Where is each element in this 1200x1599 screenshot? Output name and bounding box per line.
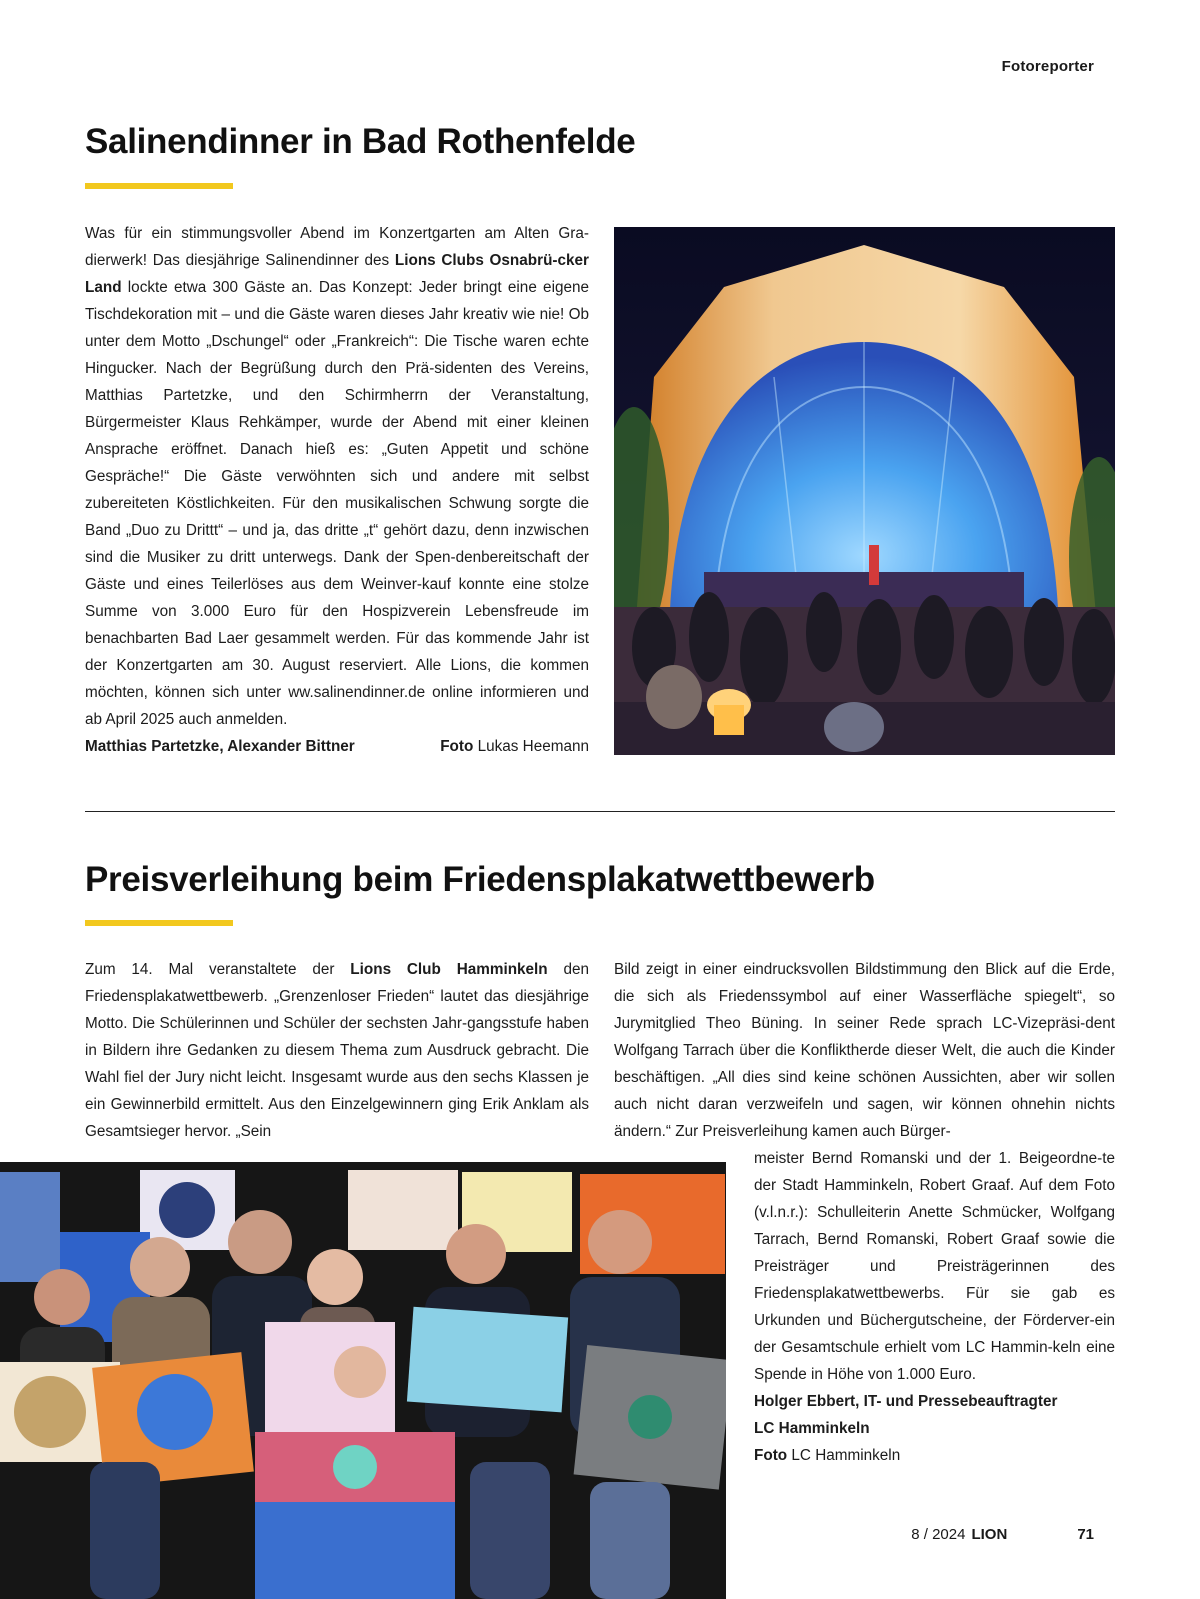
article1-photo-credit [440, 733, 589, 760]
photo-credit-name: Lukas Heemann [477, 738, 589, 755]
article2-col1-text: Zum 14. Mal veranstaltete der Lions Club Hamminkeln den Friedensplakatwettbewerb. „Grenzenloser Frieden“ lautet das diesjährige Motto. Die Schülerinnen und Schüler der sechsten Jahr-gangsstufe haben in Bildern ihre Gedanken zu diesem Thema zum Ausdruck gebracht. Die Wahl fiel der Jury nicht leicht. Insgesamt wurde aus den sechs Klassen je ein Gewinnerbild ermittelt. Aus den Einzelgewinnern ging Erik Anklam als Gesamtsieger hervor. „Sein [85, 961, 589, 1140]
article2-column-3 [754, 1145, 1115, 1469]
article2-column-1 [85, 956, 589, 1145]
photo-label: Foto [754, 1447, 788, 1464]
article1-text [85, 220, 589, 760]
photo-credit-name: LC Hamminkeln [791, 1447, 901, 1464]
article2-club: LC Hamminkeln [754, 1420, 870, 1437]
issue-number: 8 / 2024 [911, 1526, 966, 1543]
article1-accent-bar [85, 183, 233, 189]
photo-label: Foto [440, 738, 474, 755]
article2-column-2 [614, 956, 1115, 1145]
article2-col2-text: Bild zeigt in einer eindrucksvollen Bildstimmung den Blick auf die Erde, die sich als Friedenssymbol auf einer Wasserfläche spiegelt“, so Jurymitglied Theo Büning. In seiner Rede sprach LC-Vizepräsi-dent Wolfgang Tarrach über die Konfliktherde dieser Welt, die auch die Kinder beschäftigen. „All dies sind keine schönen Aussichten, aber wir sollen auch nicht daran verzweifeln und sagen, wir können ohnehin nichts ändern.“ Zur Preisverleihung kamen auch Bürger- [614, 961, 1115, 1140]
article2-photo-credit [754, 1442, 1115, 1469]
concert-photo [614, 227, 1115, 755]
award-photo-illustration [0, 1162, 726, 1599]
section-label: Fotoreporter [1001, 58, 1094, 75]
concert-photo-illustration [614, 227, 1115, 755]
section-divider [85, 811, 1115, 812]
article1-title: Salinendinner in Bad Rothenfelde [85, 122, 636, 161]
article2-title: Preisverleihung beim Friedensplakatwettbewerb [85, 860, 875, 899]
article2-author: Holger Ebbert, IT- und Pressebeauftragter [754, 1393, 1058, 1410]
page-number: 71 [1077, 1526, 1094, 1543]
article2-col3-text: meister Bernd Romanski und der 1. Beigeordne-te der Stadt Hamminkeln, Robert Graaf. Auf dem Foto (v.l.n.r.): Schulleiterin Anette Schmücker, Wolfgang Tarrach, Bernd Romanski, Robert Graaf sowie die Preisträger und Preisträgerinnen des Friedensplakatwettbewerbs. Für sie gab es Urkunden und Büchergutscheine, der Förderver-ein der Gesamtschule erhielt vom LC Hammin-keln eine Spende in Höhe von 1.000 Euro. [754, 1150, 1115, 1383]
article1-authors: Matthias Partetzke, Alexander Bittner [85, 738, 355, 755]
page-footer [911, 1526, 1094, 1543]
magazine-brand: LION [971, 1526, 1008, 1543]
award-photo [0, 1162, 726, 1599]
article1-body: Was für ein stimmungsvoller Abend im Konzertgarten am Alten Gra-dierwerk! Das diesjährige Salinendinner des Lions Clubs Osnabrü-cker Land lockte etwa 300 Gäste an. Das Konzept: Jeder bringt eine eigene Tischdekoration mit – und die Gäste waren dieses Jahr kreativ wie nie! Ob unter dem Motto „Dschungel“ oder „Frankreich“: Die Tische waren echte Hingucker. Nach der Begrüßung durch den Prä-sidenten des Vereins, Matthias Partetzke, und den Schirmherrn der Veranstaltung, Bürgermeister Klaus Rehkämper, wurde der Abend mit einer kleinen Ansprache eröffnet. Danach hieß es: „Guten Appetit und schöne Gespräche!“ Die Gäste verwöhnten sich und andere mit selbst zubereiteten Köstlichkeiten. Für den musikalischen Schwung sorgte die Band „Duo zu Drittt“ – und ja, das dritte „t“ gehört dazu, denn inzwischen sind die Musiker zu dritt unterwegs. Dank der Spen-denbereitschaft der Gäste und eines Teilerlöses aus dem Weinver-kauf konnte eine stolze Summe von 3.000 Euro für den Hospizverein Lebensfreude im benachbarten Bad Laer gesammelt werden. Für das kommende Jahr ist der Konzertgarten am 30. August reserviert. Alle Lions, die kommen möchten, können sich unter ww.salinendinner.de online informieren und ab April 2025 auch anmelden. [85, 225, 589, 728]
article2-accent-bar [85, 920, 233, 926]
article1-credits [85, 733, 589, 760]
